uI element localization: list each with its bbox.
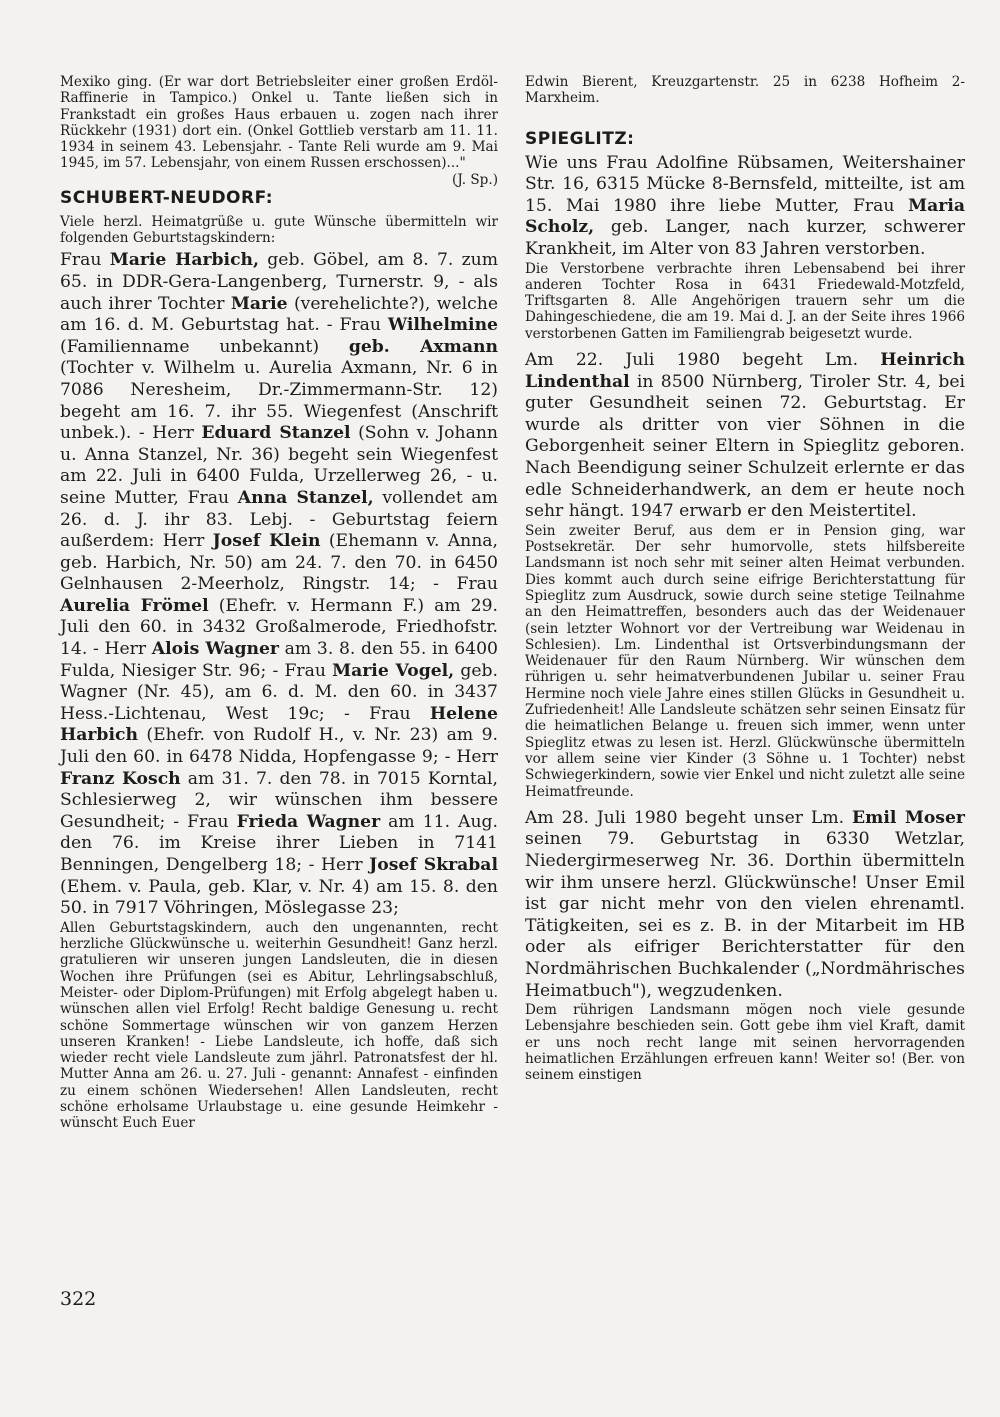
left-column xyxy=(60,74,498,1132)
greeting-paragraph: Viele herzl. Heimatgrüße u. gute Wünsche übermitteln wir folgenden Geburtstagskindern: xyxy=(60,213,498,247)
lindenthal-paragraph: Am 22. Juli 1980 begeht Lm. Heinrich Lindenthal in 8500 Nürnberg, Tiroler Str. 4, bei guter Gesundheit seinen 72. Geburtstag. Er wurde als dritter von vier Söhnen in die Geborgenheit seiner Eltern in Spieglitz geboren. Nach Beendigung seiner Schulzeit erlernte er das edle Schneiderhandwerk, an dem er heute noch sehr hängt. 1947 erwarb er den Meistertitel. xyxy=(525,350,965,522)
moser-detail: Dem rührigen Landsmann mögen noch viele gesunde Lebensjahre beschieden sein. Gott gebe ihm viel Kraft, damit er uns noch recht lange mit seinen hervorragenden heimatlichen Erzählungen erfreuen kann! Weiter so! (Ber. von seinem einstigen xyxy=(525,1002,965,1084)
continued-address: Edwin Bierent, Kreuzgartenstr. 25 in 6238 Hofheim 2-Marxheim. xyxy=(525,74,965,107)
obituary-paragraph: Wie uns Frau Adolfine Rübsamen, Weitershainer Str. 16, 6315 Mücke 8-Bernsfeld, mitteilte, ist am 15. Mai 1980 ihre liebe Mutter, Frau Maria Scholz, geb. Langer, nach kurzer, schwerer Krankheit, im Alter von 83 Jahren verstorben. xyxy=(525,152,965,259)
right-column xyxy=(525,74,965,1084)
birthday-list-paragraph: Frau Marie Harbich, geb. Göbel, am 8. 7. zum 65. in DDR-Gera-Langenberg, Turnerstr. 9, - als auch ihrer Tochter Marie (verehelichte?), welche am 16. d. M. Geburtstag hat. - Frau Wilhelmine (Familienname unbekannt) geb. Axmann (Tochter v. Wilhelm u. Aurelia Axmann, Nr. 6 in 7086 Neresheim, Dr.-Zimmermann-Str. 12) begeht am 16. 7. ihr 55. Wiegenfest (Anschrift unbek.). - Herr Eduard Stanzel (Sohn v. Johann u. Anna Stanzel, Nr. 36) begeht sein Wiegenfest am 22. Juli in 6400 Fulda, Urzellerweg 26, - u. seine Mutter, Frau Anna Stanzel, vollendet am 26. d. J. ihr 83. Lebj. - Geburtstag feiern außerdem: Herr Josef Klein (Ehemann v. Anna, geb. Harbich, Nr. 50) am 24. 7. den 70. in 6450 Gelnhausen 2-Meerholz, Ringstr. 14; - Frau Aurelia Frömel (Ehefr. v. Hermann F.) am 29. Juli den 60. in 3432 Großalmerode, Friedhofstr. 14. - Herr Alois Wagner am 3. 8. den 55. in 6400 Fulda, Niesiger Str. 96; - Frau Marie Vogel, geb. Wagner (Nr. 45), am 6. d. M. den 60. in 3437 Hess.-Lichtenau, West 19c; - Frau Helene Harbich (Ehefr. von Rudolf H., v. Nr. 23) am 9. Juli den 60. in 6478 Nidda, Hopfengasse 9; - Herr Franz Kosch am 31. 7. den 78. in 7015 Korntal, Schlesierweg 2, wir wünschen ihm bessere Gesundheit; - Frau Frieda Wagner am 11. Aug. den 76. im Kreise ihrer Lieben in 7141 Benningen, Dengelberg 18; - Herr Josef Skrabal (Ehem. v. Paula, geb. Klar, v. Nr. 4) am 15. 8. den 50. in 7917 Vöhringen, Möslegasse 23; xyxy=(60,250,499,919)
intro-paragraph: Mexiko ging. (Er war dort Betriebsleiter einer großen Erdöl-Raffinerie in Tampico.) Onkel u. Tante ließen sich in Frankstadt ein großes Haus erbauen u. zogen nach ihrer Rückkehr (1931) dort ein. (Onkel Gottlieb verstarb am 11. 11. 1934 in seinem 43. Lebensjahr. - Tante Reli wurde am 9. Mai 1945, im 57. Lebensjahr, von einem Russen erschossen)..." xyxy=(60,74,498,172)
page-number: 322 xyxy=(60,1288,97,1310)
author-signature: (J. Sp.) xyxy=(452,171,498,188)
moser-paragraph: Am 28. Juli 1980 begeht unser Lm. Emil Moser seinen 79. Geburtstag in 6330 Wetzlar, Niedergirmeserweg Nr. 36. Dorthin übermitteln wir ihm unsere herzl. Glückwünsche! Unser Emil ist gar nicht mehr von den vielen ehrenamtl. Tätigkeiten, sei es z. B. in der Mitarbeit im HB oder als eifriger Berichterstatter für den Nordmährischen Buchkalender („Nordmährisches Heimatbuch"), wegzudenken. xyxy=(525,807,965,1001)
lindenthal-detail: Sein zweiter Beruf, aus dem er in Pension ging, war Postsekretär. Der sehr humorvolle, stets hilfsbereite Landsmann ist noch sehr mit seiner alten Heimat verbunden. Dies kommt auch durch seine eifrige Berichterstattung für Spieglitz zum Ausdruck, sowie durch seine stetige Teilnahme an den Heimattreffen, besonders auch das der Weidenauer (sein letzter Wohnort vor der Vertreibung war Weidenau in Schlesien). Lm. Lindenthal ist Ortsverbindungsmann der Weidenauer für den Raum Nürnberg. Wir wünschen dem rührigen u. sehr heimatverbundenen Jubilar u. seiner Frau Hermine noch viele Jahre eines stillen Glücks in Gesundheit u. Zufriedenheit! Alle Landsleute schätzen sehr seinen Einsatz für die heimatlichen Belange u. freuen sich immer, wenn unter Spieglitz etwas zu lesen ist. Herzl. Glückwünsche übermitteln vor allem seine vier Kinder (3 Söhne u. 1 Tochter) nebst Schwiegerkindern, sowie vier Enkel und nicht zuletzt alle seine Heimatfreunde. xyxy=(525,522,965,800)
obituary-detail: Die Verstorbene verbrachte ihren Lebensabend bei ihrer anderen Tochter Rosa in 6431 Friedewald-Motzfeld, Triftsgarten 8. Alle Angehörigen trauern sehr um die Dahingeschiedene, die am 19. Mai d. J. an der Seite ihres 1966 verstorbenen Gatten im Familiengrab beigesetzt wurde. xyxy=(525,260,965,342)
closing-paragraph: Allen Geburtstagskindern, auch den ungenannten, recht herzliche Glückwünsche u. weiterhin Gesundheit! Ganz herzl. gratulieren wir unseren jungen Landsleuten, die in diesen Wochen ihre Prüfungen (sei es Abitur, Lehrlingsabschluß, Meister- oder Diplom-Prüfungen) mit Erfolg abgelegt haben u. wünschen allen viel Erfolg! Recht baldige Genesung u. recht schöne Sommertage wünschen wir von ganzem Herzen unseren Kranken! - Liebe Landsleute, ich hoffe, daß sich wieder recht viele Landsleute zum jährl. Patronatsfest der hl. Mutter Anna am 26. u. 27. Juli - genannt: Annafest - einfinden zu einem schönen Wiedersehen! Allen Landsleuten, recht schöne erholsame Urlaubstage u. eine gesunde Heimkehr - wünscht Euch Euer xyxy=(60,919,498,1132)
section-heading-spieglitz: SPIEGLITZ: xyxy=(525,128,635,149)
section-heading-schubert-neudorf: SCHUBERT-NEUDORF: xyxy=(60,187,274,208)
